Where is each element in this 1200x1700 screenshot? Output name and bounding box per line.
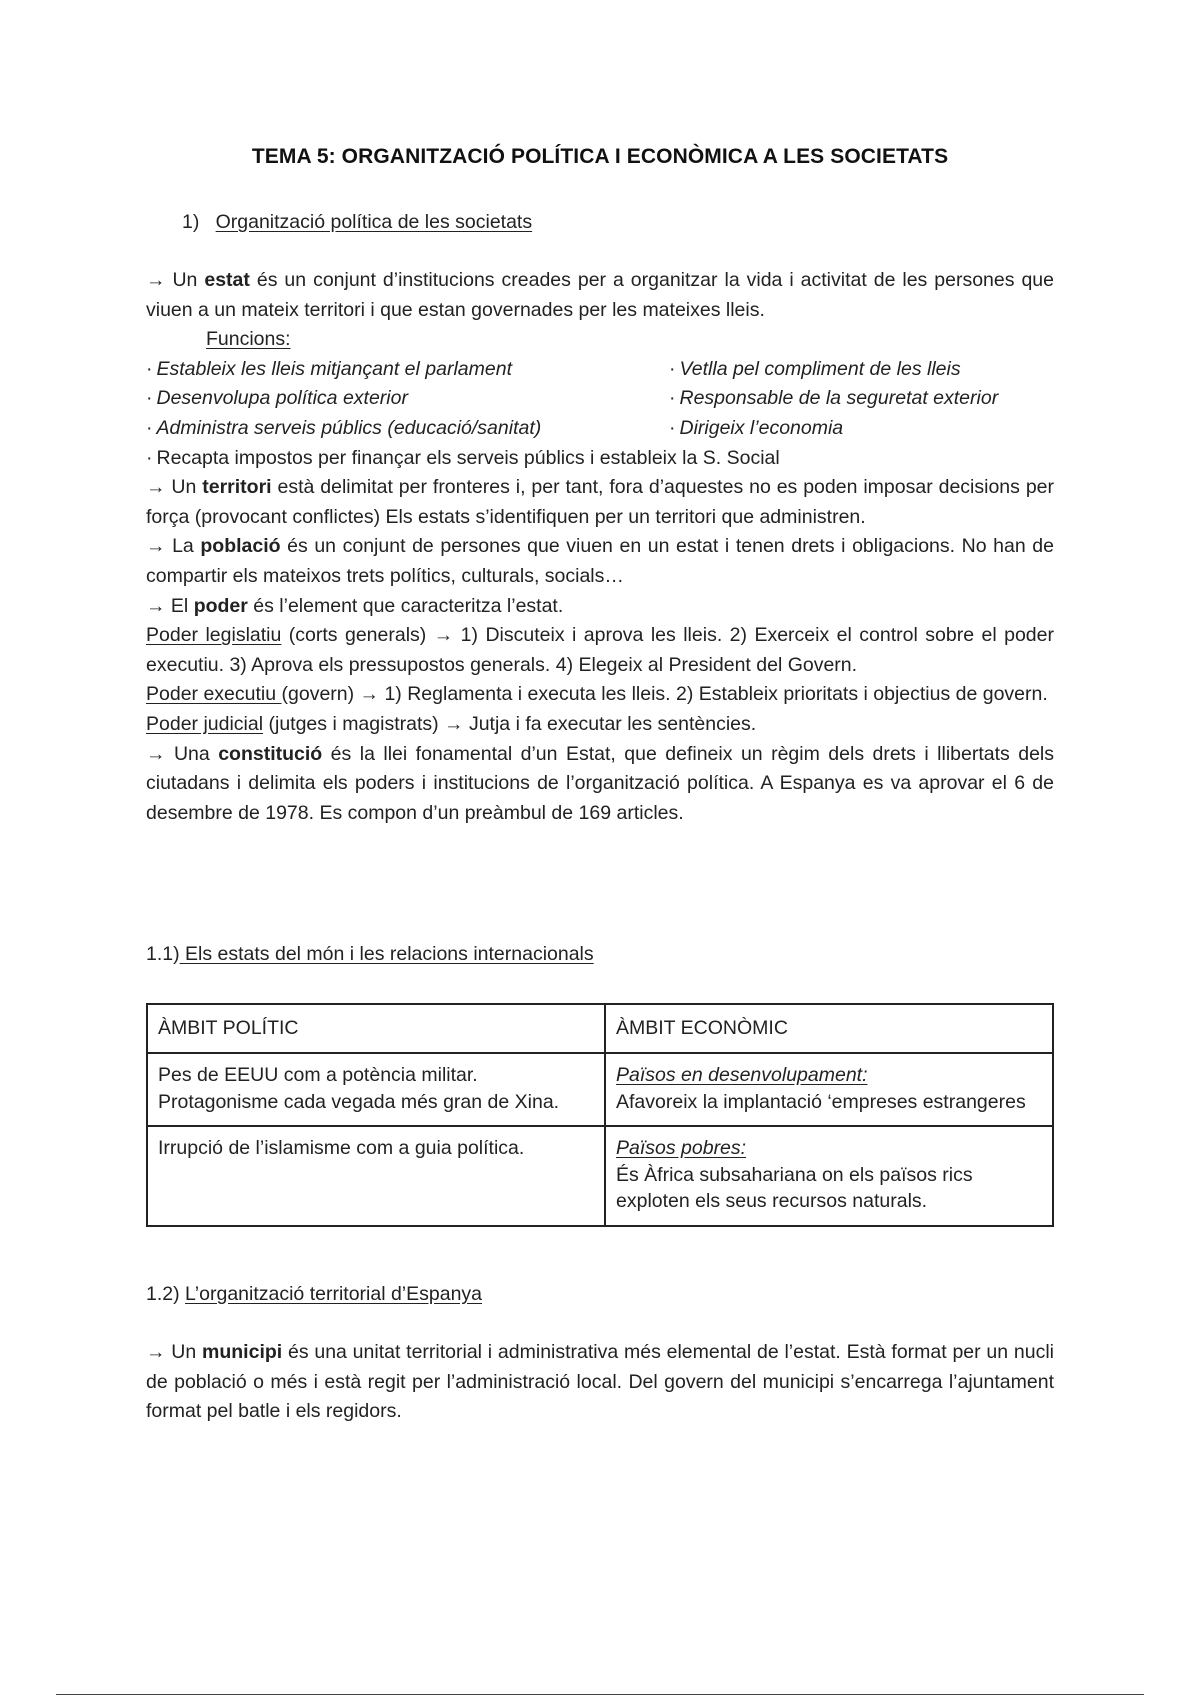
funcio-item: Desenvolupa política exterior [156,387,408,410]
funcio-extra: · Recapta impostos per finançar els serveis públics i estableix la S. Social [146,446,780,469]
term-municipi: municipi [202,1341,283,1363]
municipi-block [146,1338,1054,1427]
funcio-item: Estableix les lleis mitjançant el parlament [156,357,512,380]
territori-paragraph: → Un territori està delimitat per fronteres i, per tant, fora d’aquestes no es poden imposar decisions per força (provocant conflictes) Els estats s’identifiquen per un territori que administren. [146,476,1054,528]
section-title: Els estats del món i les relacions internacionals [179,943,594,965]
estat-paragraph [146,266,1054,325]
section-number: 1.1) [146,943,180,965]
section-heading-1-1 [146,943,594,966]
term-territori: territori [202,476,272,499]
term-poder: poder [193,594,248,617]
paragraph-text: és un conjunt d’institucions creades per a organitzar la vida i activitat de les persones que viuen a un mateix territori i que estan governades per les mateixes lleis. [146,269,1054,321]
table-row [147,1126,1053,1226]
funcio-item: Dirigeix l’economia [679,416,844,439]
funcio-item: Administra serveis públics (educació/sanitat) [156,416,542,439]
section-title: Organització política de les societats [215,211,533,233]
section-number: 1.2) [146,1283,180,1305]
table-header-row [147,1004,1053,1053]
funcions-label: Funcions: [206,328,291,351]
table-cell-economic: Països pobres: És Àfrica subsahariana on els països rics exploten els seus recursos naturals. [605,1126,1053,1226]
table-cell-politic: Irrupció de l’islamisme com a guia política. [147,1126,605,1226]
section-heading-1-2 [146,1283,482,1306]
municipi-paragraph: → Un municipi és una unitat territorial i administrativa més elemental de l’estat. Està format per un nucli de població o més i està regit per l’administració local. Del govern del municipi s’encarrega l’ajuntament format pel batle i els regidors. [146,1341,1054,1423]
table-row [147,1053,1053,1126]
arrow-text: → Un [146,269,205,291]
poder-legislatiu-label: Poder legislatiu [146,624,282,647]
poder-legislatiu-paragraph: Poder legislatiu (corts generals) → 1) Discuteix i aprova les lleis. 2) Exerceix el control sobre el poder executiu. 3) Aprova els pressupostos generals. 4) Elegeix al President del Govern. [146,624,1054,676]
poder-executiu-paragraph: Poder executiu (govern) → 1) Reglamenta i executa les lleis. 2) Estableix prioritats i objectius de govern. [146,683,1048,706]
body-text-block [146,266,1054,828]
table-cell-economic: Països en desenvolupament: Afavoreix la implantació ‘empreses estrangeres [605,1053,1053,1126]
page-title: TEMA 5: ORGANITZACIÓ POLÍTICA I ECONÒMICA A LES SOCIETATS [251,145,949,168]
poder-judicial-label: Poder judicial [146,712,264,735]
economic-label: Països pobres: [616,1137,747,1159]
term-estat: estat [204,269,250,291]
table-header-cell: ÀMBIT POLÍTIC [147,1004,605,1053]
constitucio-paragraph: → Una constitució és la llei fonamental d’un Estat, que defineix un règim dels drets i llibertats dels ciutadans i delimita els poders i institucions de l’organització política. A Espanya es va aprovar el 6 de desembre de 1978. Es compon d’un preàmbul de 169 articles. [146,742,1054,824]
funcio-item: Vetlla pel compliment de les lleis [679,357,961,380]
table-cell-politic: Pes de EEUU com a potència militar. Protagonisme cada vegada més gran de Xina. [147,1053,605,1126]
section-heading-1 [182,211,532,234]
funcions-row: · Administra serveis públics (educació/sanitat) · Dirigeix l’economia [146,416,844,439]
funcio-item: Responsable de la seguretat exterior [679,387,999,410]
funcions-row: · Desenvolupa política exterior · Responsable de la seguretat exterior [146,387,999,410]
economic-label: Països en desenvolupament: [616,1064,868,1086]
term-poblacio: població [200,535,281,558]
term-constitucio: constitució [218,742,323,765]
poblacio-paragraph: → La població és un conjunt de persones que viuen en un estat i tenen drets i obligacions. No han de compartir els mateixos trets polítics, culturals, socials… [146,535,1054,587]
table-header-cell: ÀMBIT ECONÒMIC [605,1004,1053,1053]
ambit-table [146,1003,1054,1227]
section-number: 1) [182,211,200,233]
poder-judicial-paragraph: Poder judicial (jutges i magistrats) → Jutja i fa executar les sentències. [146,712,757,735]
funcions-row: · Estableix les lleis mitjançant el parlament · Vetlla pel compliment de les lleis [146,357,961,380]
poder-paragraph: → El poder és l’element que caracteritza l’estat. [146,594,564,617]
section-title: L’organització territorial d’Espanya [185,1283,483,1305]
footer-divider [56,1694,1144,1695]
poder-executiu-label: Poder executiu [146,683,282,706]
